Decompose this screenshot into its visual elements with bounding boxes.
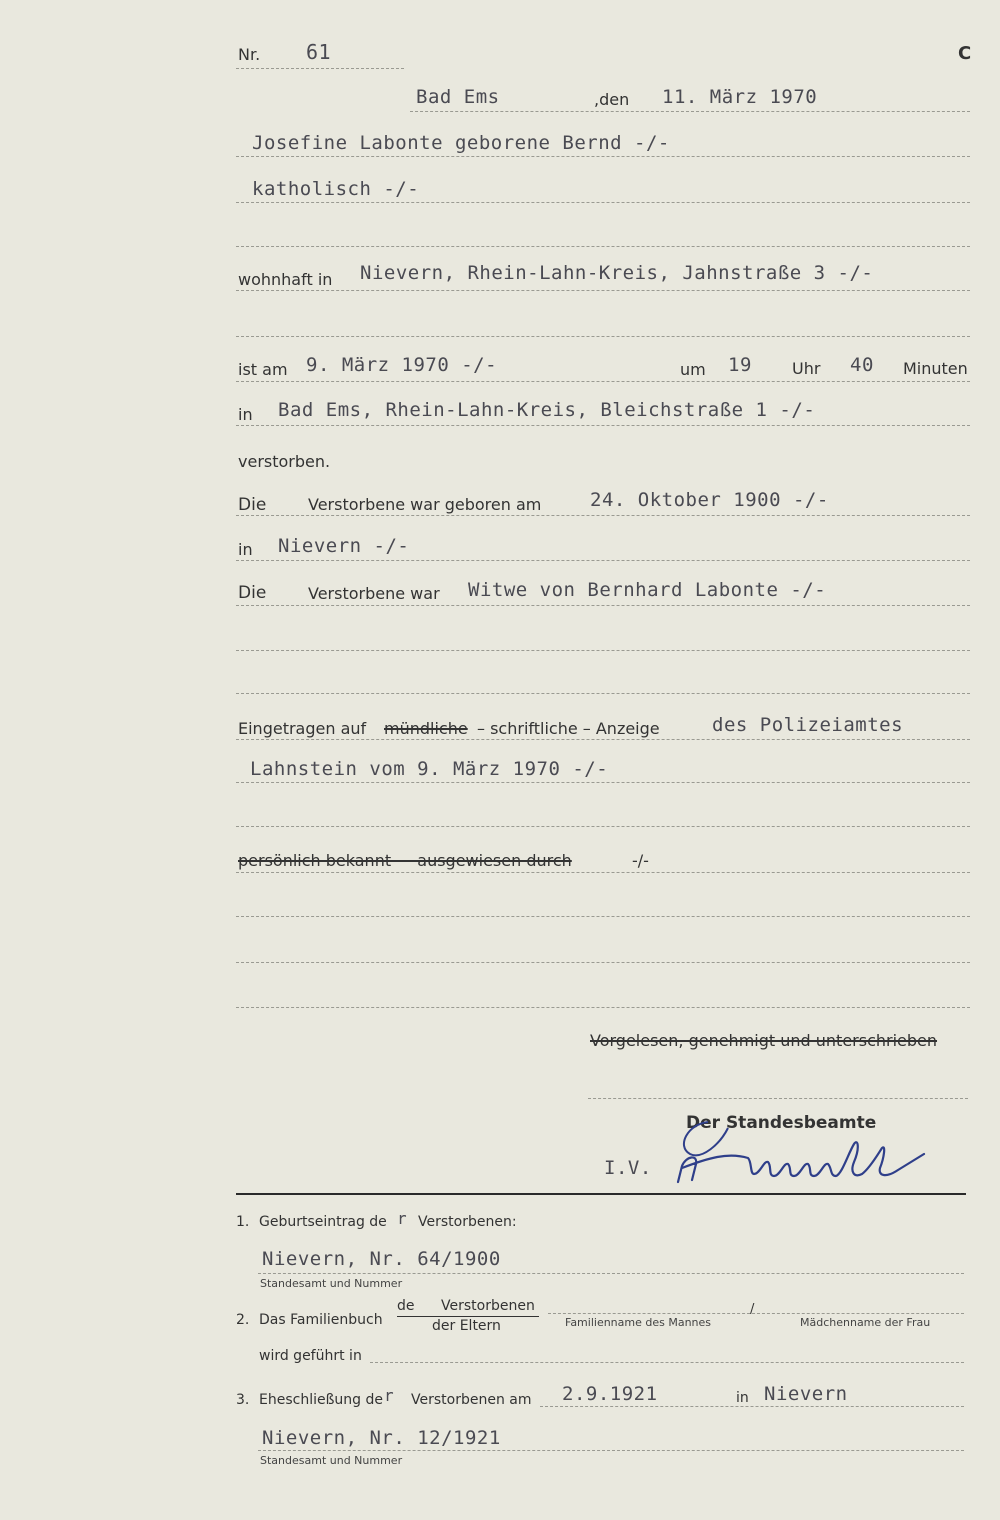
blank-line-2 [236, 336, 970, 337]
note3-place: Nievern [764, 1383, 848, 1405]
office-place: Bad Ems [416, 86, 500, 108]
residence-label: wohnhaft in [238, 270, 333, 289]
note3-label: Eheschließung de [259, 1392, 383, 1408]
note3-label2: Verstorbenen am [411, 1392, 532, 1408]
entry-source-2: Lahnstein vom 9. März 1970 -/- [250, 758, 609, 780]
entry-source-1: des Polizeiamtes [712, 714, 904, 736]
section-rule [236, 1193, 966, 1195]
blank-line-5 [236, 826, 970, 827]
note3-line2 [258, 1450, 964, 1451]
religion-line [236, 202, 970, 203]
birth-date: 24. Oktober 1900 -/- [590, 489, 829, 511]
birth-place: Nievern -/- [278, 535, 410, 557]
note2-caption-man: Familienname des Mannes [565, 1316, 712, 1329]
note2-number: 2. [236, 1312, 250, 1328]
residence-line [236, 290, 970, 291]
blank-line-7 [236, 962, 970, 963]
identity-value: -/- [632, 851, 649, 870]
note2-slash: / [750, 1302, 755, 1317]
entry-line-2 [236, 782, 970, 783]
note1-value: Nievern, Nr. 64/1900 [262, 1248, 501, 1270]
official-title: Der Standesbeamte [686, 1113, 877, 1133]
birth-label: Verstorbene war geboren am [308, 495, 542, 514]
iv-label: I.V. [604, 1157, 652, 1179]
note2-line [548, 1313, 964, 1314]
record-date: 11. März 1970 [662, 86, 818, 108]
note1-suffix: r [397, 1209, 408, 1228]
blank-line-4 [236, 693, 970, 694]
birth-die-label: Die [238, 495, 267, 515]
blank-line-6 [236, 916, 970, 917]
muendliche-struck: mündliche [384, 719, 468, 738]
um-label: um [680, 360, 706, 379]
death-place-line [236, 425, 970, 426]
uhr-label: Uhr [792, 359, 821, 378]
note1-label2: Verstorbenen: [418, 1214, 517, 1230]
note2-eltern: der Eltern [432, 1318, 501, 1334]
marital-status: Witwe von Bernhard Labonte -/- [468, 579, 827, 601]
note3-in: in [736, 1390, 749, 1406]
minuten-label: Minuten [903, 359, 968, 378]
note3-number: 3. [236, 1392, 250, 1408]
note1-number: 1. [236, 1214, 250, 1230]
death-date-line [236, 381, 970, 382]
note3-caption: Standesamt und Nummer [260, 1454, 403, 1467]
name-line [236, 156, 970, 157]
vorgelesen-struck: Vorgelesen, genehmigt und unterschrieben [590, 1031, 938, 1050]
religion: katholisch -/- [252, 178, 420, 200]
anzeige-label: – schriftliche – Anzeige [477, 719, 660, 738]
blank-line-1 [236, 246, 970, 247]
den-label: ,den [594, 90, 630, 109]
blank-line-3 [236, 650, 970, 651]
identity-struck: persönlich bekannt — ausgewiesen durch [238, 851, 572, 870]
ist-am-label: ist am [238, 360, 288, 379]
note3-date: 2.9.1921 [562, 1383, 658, 1405]
note2-line2 [370, 1362, 964, 1363]
death-hour: 19 [728, 354, 752, 376]
note1-label: Geburtseintrag de [259, 1214, 387, 1230]
birth-in-label: in [238, 540, 253, 559]
birth-line [236, 515, 970, 516]
closing-line [588, 1098, 968, 1099]
note3-suffix: r [384, 1386, 395, 1405]
blank-line-8 [236, 1007, 970, 1008]
note1-line [258, 1273, 964, 1274]
residence: Nievern, Rhein-Lahn-Kreis, Jahnstraße 3 -/- [360, 262, 874, 284]
note2-caption-woman: Mädchenname der Frau [800, 1316, 931, 1329]
death-in-label: in [238, 405, 253, 424]
marital-die-label: Die [238, 583, 267, 603]
register-number: 61 [306, 40, 332, 64]
series-letter: C [958, 43, 972, 64]
nr-label: Nr. [238, 45, 261, 64]
note2-label2: wird geführt in [259, 1348, 362, 1364]
note2-fraction-bar [397, 1316, 539, 1317]
note2-verstorbenen: Verstorbenen [441, 1298, 535, 1314]
death-place: Bad Ems, Rhein-Lahn-Kreis, Bleichstraße 1 -/- [278, 399, 816, 421]
date-line [410, 111, 970, 112]
note2-label: Das Familienbuch [259, 1312, 383, 1328]
identity-line [236, 872, 970, 873]
eingetragen-label: Eingetragen auf [238, 719, 367, 738]
verstorben-label: verstorben. [238, 452, 331, 471]
deceased-name: Josefine Labonte geborene Bernd -/- [252, 132, 670, 154]
marital-line [236, 605, 970, 606]
birth-place-line [236, 560, 970, 561]
nr-line [236, 68, 404, 69]
entry-line-1 [236, 739, 970, 740]
note1-caption: Standesamt und Nummer [260, 1277, 403, 1290]
note3-line [540, 1406, 964, 1407]
note2-de: de [397, 1298, 415, 1314]
note3-value: Nievern, Nr. 12/1921 [262, 1427, 501, 1449]
death-date: 9. März 1970 -/- [306, 354, 498, 376]
signature [668, 1118, 938, 1190]
death-minutes: 40 [850, 354, 874, 376]
marital-label: Verstorbene war [308, 584, 440, 603]
